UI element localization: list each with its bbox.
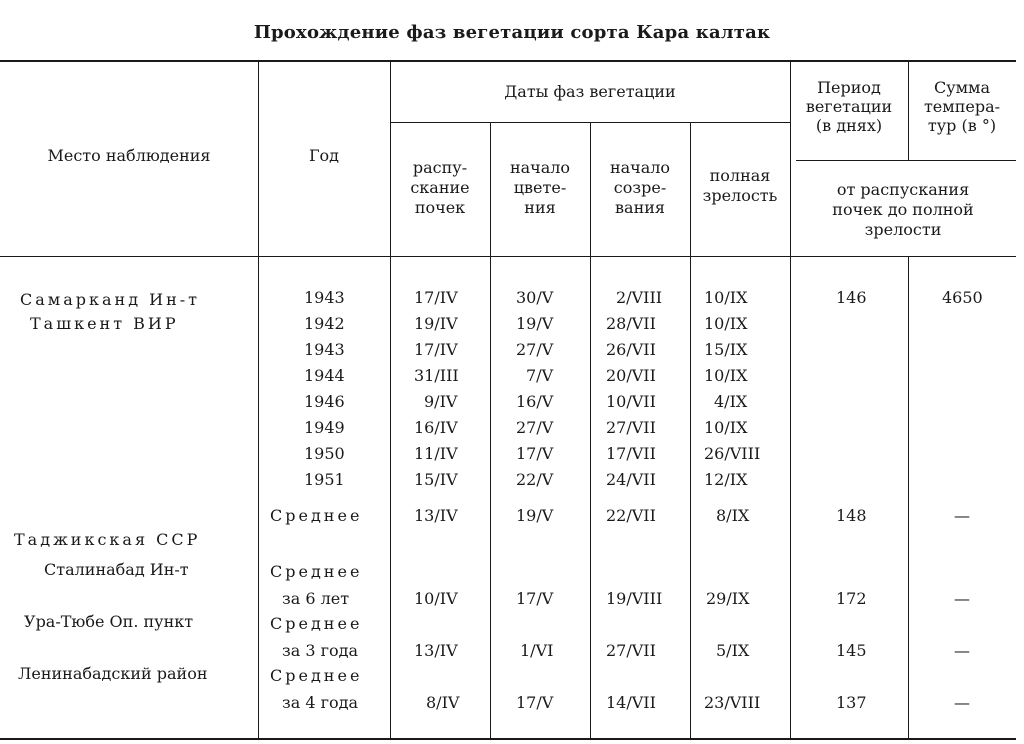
cell-budbreak: 13/IV	[414, 506, 458, 525]
header-temp-sum: Сумма темпера- тур (в °)	[923, 78, 1001, 135]
cell-year: 1943	[304, 288, 345, 307]
cell-period: 137	[836, 693, 867, 712]
cell-ripening: 10/VII	[606, 392, 656, 411]
table-row	[0, 415, 1024, 441]
cell-period: 145	[836, 641, 867, 660]
cell-budbreak: 10/IV	[414, 589, 458, 608]
table-title: Прохождение фаз вегетации сорта Кара калтак	[253, 22, 771, 43]
cell-ripening: 27/VII	[606, 641, 656, 660]
cell-flowering: 30/V	[516, 288, 554, 307]
cell-temp-sum: 4650	[942, 288, 983, 307]
average-label-stalinabad: Среднее	[270, 562, 363, 581]
cell-flowering: 19/V	[516, 314, 554, 333]
cell-flowering: 27/V	[516, 340, 554, 359]
cell-average-label: Среднее	[270, 506, 363, 525]
cell-period: 172	[836, 589, 867, 608]
cell-ripening: 22/VII	[606, 506, 656, 525]
cell-year: 1946	[304, 392, 345, 411]
header-phase-ripening: начало созре- вания	[609, 158, 671, 217]
cell-full-maturity: 5/IX	[716, 641, 750, 660]
header-phase-full-maturity: полная зрелость	[702, 166, 778, 205]
average-label-ura-tube: Среднее	[270, 614, 363, 633]
cell-year: 1942	[304, 314, 345, 333]
cell-ripening: 24/VII	[606, 470, 656, 489]
cell-full-maturity: 29/IX	[706, 589, 750, 608]
cell-ripening: 27/VII	[606, 418, 656, 437]
cell-budbreak: 17/IV	[414, 288, 458, 307]
cell-flowering: 27/V	[516, 418, 554, 437]
cell-full-maturity: 8/IX	[716, 506, 750, 525]
average-row-ura-tube	[0, 638, 1024, 664]
cell-budbreak: 17/IV	[414, 340, 458, 359]
cell-ripening: 14/VII	[606, 693, 656, 712]
header-place: Место наблюдения	[47, 146, 211, 165]
table-row	[0, 363, 1024, 389]
cell-full-maturity: 26/VIII	[704, 444, 761, 463]
cell-flowering: 17/V	[516, 444, 554, 463]
table-row	[0, 285, 1024, 311]
table-row	[0, 389, 1024, 415]
header-phase-budbreak: распу- скание почек	[410, 158, 470, 217]
header-period-span: от распускания почек до полной зрелости	[832, 180, 974, 239]
cell-average-period-label: за 4 года	[282, 693, 359, 712]
cell-temp-sum: —	[954, 693, 970, 712]
table-row	[0, 311, 1024, 337]
cell-year: 1943	[304, 340, 345, 359]
cell-budbreak: 16/IV	[414, 418, 458, 437]
table-row	[0, 467, 1024, 493]
average-label-leninabad: Среднее	[270, 666, 363, 685]
place-leninabad: Ленинабадский район	[18, 664, 208, 683]
table-top-rule	[0, 60, 1016, 62]
cell-ripening: 20/VII	[606, 366, 656, 385]
cell-year: 1949	[304, 418, 345, 437]
cell-year: 1951	[304, 470, 345, 489]
cell-year: 1950	[304, 444, 345, 463]
cell-full-maturity: 23/VIII	[704, 693, 761, 712]
cell-full-maturity: 12/IX	[704, 470, 748, 489]
cell-budbreak: 9/IV	[424, 392, 458, 411]
cell-full-maturity: 15/IX	[704, 340, 748, 359]
header-phase-flowering: начало цвете- ния	[509, 158, 571, 217]
cell-temp-sum: —	[954, 589, 970, 608]
cell-full-maturity: 10/IX	[704, 314, 748, 333]
cell-temp-sum: —	[954, 641, 970, 660]
cell-flowering: 17/V	[516, 589, 554, 608]
header-bottom-rule	[0, 256, 1016, 257]
average-row-tashkent	[0, 503, 1024, 529]
cell-budbreak: 19/IV	[414, 314, 458, 333]
header-dates-group: Даты фаз вегетации	[504, 82, 676, 101]
average-row-stalinabad	[0, 586, 1024, 612]
cell-flowering: 17/V	[516, 693, 554, 712]
cell-ripening: 17/VII	[606, 444, 656, 463]
cell-ripening: 28/VII	[606, 314, 656, 333]
cell-average-period-label: за 6 лет	[282, 589, 350, 608]
cell-flowering: 19/V	[516, 506, 554, 525]
place-tashkent: Ташкент ВИР	[30, 314, 179, 333]
header-year: Год	[308, 146, 340, 165]
place-stalinabad: Сталинабад Ин-т	[44, 560, 189, 579]
cell-flowering: 16/V	[516, 392, 554, 411]
cell-period: 146	[836, 288, 867, 307]
cell-average-period-label: за 3 года	[282, 641, 359, 660]
cell-full-maturity: 10/IX	[704, 288, 748, 307]
cell-ripening: 2/VIII	[616, 288, 663, 307]
table-bottom-rule	[0, 738, 1016, 740]
cell-budbreak: 8/IV	[426, 693, 460, 712]
cell-year: 1944	[304, 366, 345, 385]
place-ura-tube: Ура-Тюбе Оп. пункт	[24, 612, 194, 631]
place-tajik-ssr: Таджикская ССР	[14, 530, 201, 549]
header-period: Период вегетации (в днях)	[805, 78, 893, 135]
cell-full-maturity: 10/IX	[704, 418, 748, 437]
cell-period: 148	[836, 506, 867, 525]
period-temp-rule	[796, 160, 1016, 161]
cell-full-maturity: 4/IX	[714, 392, 748, 411]
table-row	[0, 441, 1024, 467]
cell-full-maturity: 10/IX	[704, 366, 748, 385]
average-row-leninabad	[0, 690, 1024, 716]
cell-budbreak: 13/IV	[414, 641, 458, 660]
cell-ripening: 19/VIII	[606, 589, 663, 608]
cell-budbreak: 15/IV	[414, 470, 458, 489]
table-row	[0, 337, 1024, 363]
place-samarkand: Самарканд Ин-т	[20, 290, 201, 309]
cell-budbreak: 31/III	[414, 366, 459, 385]
cell-flowering: 7/V	[526, 366, 554, 385]
cell-flowering: 1/VI	[520, 641, 554, 660]
cell-budbreak: 11/IV	[414, 444, 458, 463]
cell-ripening: 26/VII	[606, 340, 656, 359]
cell-flowering: 22/V	[516, 470, 554, 489]
cell-temp-sum: —	[954, 506, 970, 525]
